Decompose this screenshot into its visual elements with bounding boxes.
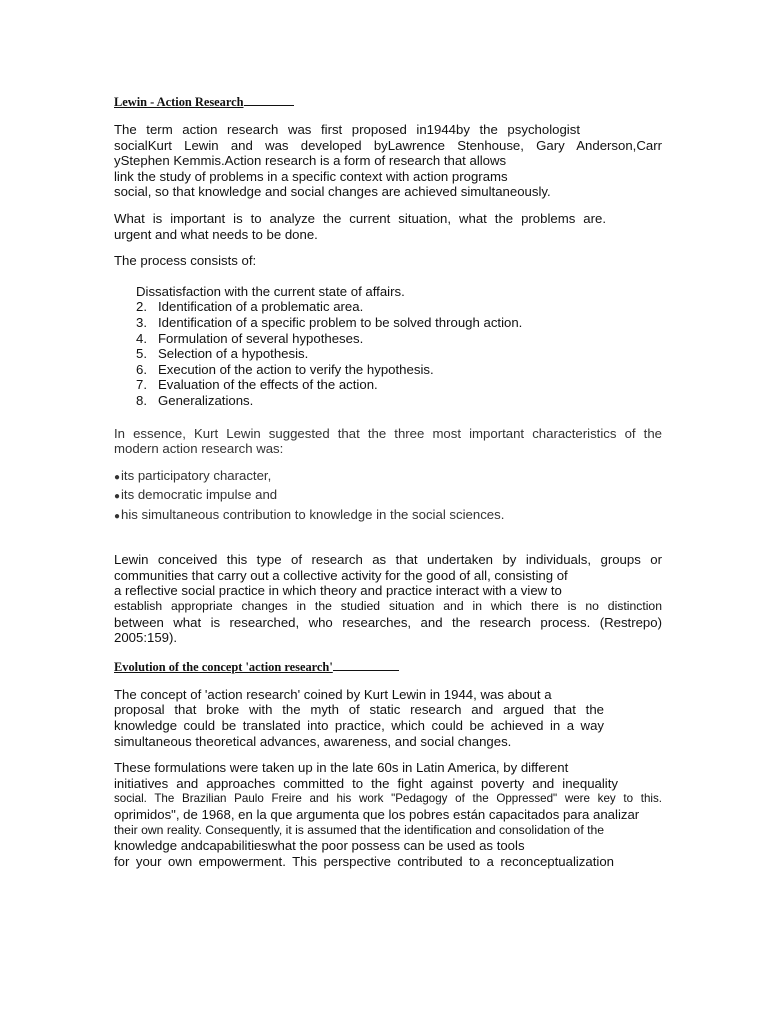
paragraph-line: establish appropriate changes in the studied situation and in which there is no distinction [114, 598, 662, 613]
paragraph-line: modern action research was: [114, 441, 284, 457]
document-body [114, 95, 662, 869]
list-item [136, 299, 662, 315]
step-number: 7. [136, 377, 147, 393]
step-number: 2. [136, 299, 147, 315]
paragraph-line: urgent and what needs to be done. [114, 226, 318, 242]
section-heading-lewin [114, 95, 662, 110]
essence-paragraph [114, 426, 662, 457]
bullet-text: its participatory character, [121, 467, 272, 483]
intro-paragraph [114, 122, 662, 200]
paragraph-line: for your own empowerment. This perspective contributed to a reconceptualization [114, 853, 614, 869]
bullet-icon: ● [114, 510, 121, 522]
step-text: Formulation of several hypotheses. [158, 330, 364, 346]
process-intro [114, 253, 662, 269]
characteristics-list [114, 467, 662, 526]
list-item [114, 506, 662, 526]
step-number: 5. [136, 346, 147, 362]
list-item [114, 467, 662, 487]
paragraph-line: link the study of problems in a specific context with action programs [114, 168, 508, 184]
list-item [136, 346, 662, 362]
step-text: Dissatisfaction with the current state of affairs. [136, 283, 405, 299]
bullet-icon: ● [114, 491, 121, 503]
list-item [136, 331, 662, 347]
bullet-icon: ● [114, 471, 121, 483]
paragraph-line: initiatives and approaches committed to the fight against poverty and inequality [114, 775, 618, 791]
paragraph-line: simultaneous theoretical advances, awareness, and social changes. [114, 733, 512, 749]
paragraph-line: socialKurt Lewin and was developed byLawrence Stenhouse, Gary Anderson,Carr [114, 137, 662, 153]
paragraph-line: oprimidos", de 1968, en la que argumenta que los pobres están capacitados para analizar [114, 806, 640, 822]
step-number: 3. [136, 314, 147, 330]
step-text: Evaluation of the effects of the action. [158, 377, 378, 393]
paragraph-line: proposal that broke with the myth of static research and argued that the [114, 702, 604, 718]
list-item [136, 315, 662, 331]
step-text: Execution of the action to verify the hypothesis. [158, 361, 434, 377]
section-heading-text: Lewin - Action Research [114, 95, 244, 109]
paragraph-line: 2005:159). [114, 630, 178, 646]
step-text: Selection of a hypothesis. [158, 346, 309, 362]
paragraph-line: between what is researched, who researches, and the research process. (Restrepo) [114, 614, 662, 630]
process-steps-list [114, 284, 662, 409]
paragraph-line: The process consists of: [114, 253, 257, 269]
paragraph-line: What is important is to analyze the current situation, what the problems are. [114, 210, 606, 226]
bullet-text: his simultaneous contribution to knowledge in the social sciences. [121, 506, 505, 522]
step-text: Identification of a problematic area. [158, 299, 364, 315]
paragraph-line: knowledge andcapabilitieswhat the poor possess can be used as tools [114, 838, 525, 854]
step-number: 8. [136, 392, 147, 408]
paragraph-line: These formulations were taken up in the late 60s in Latin America, by different [114, 760, 569, 776]
paragraph-line: their own reality. Consequently, it is assumed that the identification and consolidation of the [114, 822, 605, 837]
analysis-paragraph [114, 211, 662, 242]
paragraph-line: Lewin conceived this type of research as that undertaken by individuals, groups or [114, 552, 662, 568]
heading-underline-rule [244, 95, 294, 106]
section-heading-text: Evolution of the concept 'action research' [114, 659, 333, 674]
bullet-text: its democratic impulse and [121, 487, 278, 503]
list-item [136, 362, 662, 378]
paragraph-line: In essence, Kurt Lewin suggested that the three most important characteristics of the [114, 425, 662, 441]
paragraph-line: social. The Brazilian Paulo Freire and his work "Pedagogy of the Oppressed" were key to this. [114, 792, 662, 806]
step-number: 4. [136, 330, 147, 346]
step-text: Identification of a specific problem to be solved through action. [158, 314, 523, 330]
paragraph-line: knowledge could be translated into practice, which could be achieved in a way [114, 717, 604, 733]
step-number: 6. [136, 361, 147, 377]
concept-paragraph [114, 687, 662, 749]
paragraph-line: The concept of 'action research' coined by Kurt Lewin in 1944, was about a [114, 686, 552, 702]
heading-underline-rule [333, 660, 399, 671]
paragraph-line: The term action research was first proposed in1944by the psychologist [114, 122, 580, 137]
section-heading-evolution [114, 660, 662, 675]
list-item [114, 486, 662, 506]
paragraph-line: social, so that knowledge and social changes are achieved simultaneously. [114, 184, 551, 200]
list-item [136, 377, 662, 393]
list-item [136, 393, 662, 409]
paragraph-line: yStephen Kemmis.Action research is a form of research that allows [114, 153, 507, 169]
formulations-paragraph [114, 760, 662, 869]
paragraph-line: communities that carry out a collective activity for the good of all, consisting of [114, 567, 568, 583]
list-item [136, 284, 662, 300]
paragraph-line: a reflective social practice in which theory and practice interact with a view to [114, 583, 562, 599]
step-text: Generalizations. [158, 392, 254, 408]
conceived-paragraph [114, 552, 662, 646]
